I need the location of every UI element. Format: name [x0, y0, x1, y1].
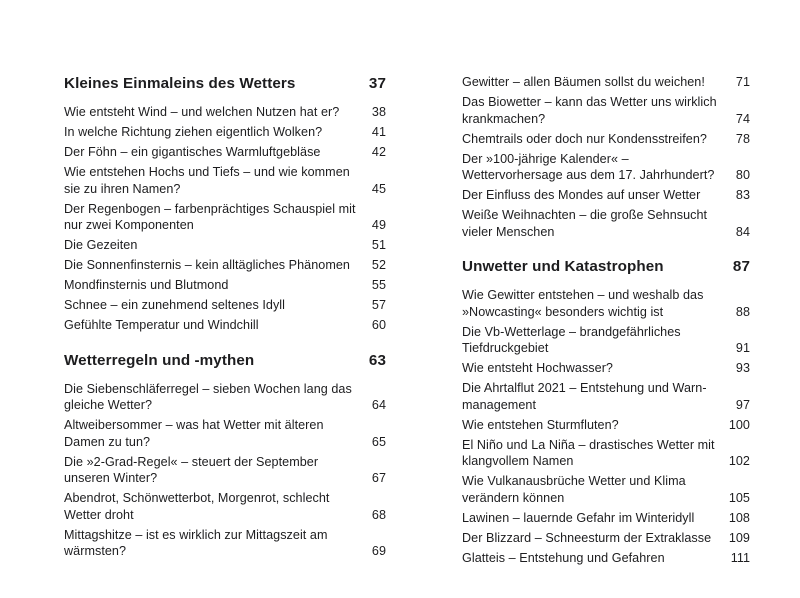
toc-entry-title: Die »2-Grad-Regel« – steuert der September unseren Winter? [64, 454, 319, 485]
toc-entry-page-number: 111 [730, 550, 750, 565]
toc-entry [64, 237, 386, 254]
toc-entry-title: Die Vb-Wetterlage – brandgefährliches Tiefdruckgebiet [462, 324, 681, 355]
section-heading [462, 257, 750, 276]
toc-entry [462, 437, 750, 470]
toc-entry-page-number: 83 [735, 188, 750, 202]
toc-entry-page-number: 51 [371, 238, 386, 252]
toc-entry-title: Das Biowetter – kann das Wetter uns wirklich krankmachen? [462, 95, 717, 126]
toc-section [462, 257, 750, 566]
toc-entry [64, 201, 386, 234]
toc-section [64, 351, 386, 560]
toc-entry-title: In welche Richtung ziehen eigentlich Wolken? [64, 125, 323, 139]
toc-entry-title: Der Einfluss des Mondes auf unser Wetter [462, 188, 701, 202]
toc-entry-title: Der Regenbogen – farbenprächtiges Schauspiel mit nur zwei Komponenten [64, 201, 356, 232]
toc-entry [462, 473, 750, 506]
toc-entry [64, 297, 386, 314]
toc-entry-page-number: 102 [728, 454, 750, 468]
toc-entry-title: Der Föhn – ein gigantisches Warmluftgebläse [64, 145, 321, 159]
toc-entry-page-number: 78 [735, 131, 750, 146]
toc-entry-title: Wie entstehen Hochs und Tiefs – und wie kommen sie zu ihren Namen? [64, 165, 350, 196]
toc-entry [462, 151, 750, 184]
toc-entry-page-number: 91 [735, 341, 750, 355]
toc-entry-title: Lawinen – lauernde Gefahr im Winteridyll [462, 510, 695, 525]
toc-entry [462, 380, 750, 413]
toc-entry-page-number: 69 [371, 544, 386, 558]
toc-entry [462, 550, 750, 567]
toc-entry [462, 510, 750, 527]
toc-entry [64, 490, 386, 523]
toc-entry-title: Wie entstehen Sturmfluten? [462, 417, 619, 432]
section-heading-page-number: 63 [368, 351, 386, 369]
toc-entry-title: Altweibersommer – was hat Wetter mit älteren Damen zu tun? [64, 418, 324, 449]
toc-entry-title: Chemtrails oder doch nur Kondensstreifen? [462, 131, 707, 146]
toc-entry-page-number: 71 [735, 75, 750, 89]
toc-entry-page-number: 68 [371, 507, 386, 522]
toc-entry [64, 257, 386, 274]
toc-entry [462, 324, 750, 357]
toc-entry [64, 317, 386, 334]
toc-entry [64, 527, 386, 560]
toc-entry-title: Wie entsteht Wind – und welchen Nutzen hat er? [64, 105, 340, 119]
section-heading [64, 351, 386, 370]
toc-entry-title: Abendrot, Schönwetterbot, Morgenrot, schlecht Wetter droht [64, 491, 330, 522]
toc-entry-page-number: 100 [728, 417, 750, 432]
toc-entry [64, 381, 386, 414]
toc-entry [64, 124, 386, 141]
section-heading-title: Wetterregeln und -mythen [64, 351, 255, 369]
toc-entry-page-number: 67 [371, 471, 386, 485]
toc-entry [64, 144, 386, 161]
toc-entry-page-number: 88 [735, 304, 750, 319]
toc-column-right [462, 74, 750, 598]
toc-entry-page-number: 55 [371, 278, 386, 292]
toc-entry-page-number: 60 [371, 318, 386, 332]
toc-entry-title: Mondfinsternis und Blutmond [64, 278, 229, 292]
section-heading-page-number: 87 [732, 258, 750, 275]
section-heading-title: Unwetter und Katastrophen [462, 258, 664, 275]
toc-section [64, 74, 386, 334]
toc-entry [64, 104, 386, 121]
toc-entry-page-number: 80 [735, 168, 750, 182]
toc-entry-page-number: 57 [371, 298, 386, 312]
toc-entry-title: Weiße Weihnachten – die große Sehnsucht vieler Menschen [462, 208, 708, 239]
toc-entry-title: Wie Gewitter entstehen – und weshalb das »Nowcasting« besonders wichtig ist [462, 288, 704, 319]
toc-entry [462, 417, 750, 434]
toc-entry-title: Die Siebenschläferregel – sieben Wochen lang das gleiche Wetter? [64, 381, 352, 412]
section-heading-title: Kleines Einmaleins des Wetters [64, 75, 296, 92]
toc-entry [462, 287, 750, 320]
toc-entry-page-number: 52 [371, 258, 386, 272]
toc-entry-page-number: 38 [371, 105, 386, 119]
toc-entry-title: Wie Vulkanausbrüche Wetter und Klima verändern können [462, 474, 686, 505]
toc-entry [64, 164, 386, 197]
toc-entry [64, 454, 386, 487]
toc-entry [462, 207, 750, 240]
toc-entry-page-number: 97 [735, 397, 750, 412]
toc-entry-title: Wie entsteht Hochwasser? [462, 361, 613, 375]
toc-entry-page-number: 42 [371, 145, 386, 159]
toc-entry-page-number: 49 [371, 218, 386, 232]
toc-entry-page-number: 105 [728, 490, 750, 505]
toc-column-left [64, 74, 386, 598]
toc-entry [462, 187, 750, 204]
toc-entry-page-number: 65 [371, 434, 386, 449]
toc-entry [462, 360, 750, 377]
section-heading-page-number: 37 [368, 75, 386, 92]
toc-entry-page-number: 109 [728, 530, 750, 545]
toc-section [462, 74, 750, 240]
toc-entry-page-number: 74 [735, 111, 750, 126]
toc-entry-title: Gewitter – allen Bäumen sollst du weichen! [462, 75, 705, 89]
toc-entry [462, 74, 750, 91]
toc-entry-title: Die Sonnenfinsternis – kein alltägliches Phänomen [64, 258, 350, 272]
toc-entry-page-number: 45 [371, 181, 386, 196]
toc-entry [462, 131, 750, 148]
toc-entry-title: El Niño und La Niña – drastisches Wetter mit klangvollem Namen [462, 437, 715, 468]
toc-entry-page-number: 64 [371, 398, 386, 412]
toc-entry [462, 530, 750, 547]
toc-entry [462, 94, 750, 127]
toc-entry-title: Mittagshitze – ist es wirklich zur Mittagszeit am wärmsten? [64, 527, 328, 558]
toc-entry-title: Schnee – ein zunehmend seltenes Idyll [64, 298, 285, 312]
toc-entry-title: Die Gezeiten [64, 238, 138, 252]
toc-entry [64, 277, 386, 294]
toc-entry-title: Glatteis – Entstehung und Gefahren [462, 550, 665, 565]
toc-entry-page-number: 93 [735, 361, 750, 375]
toc-entry-title: Gefühlte Temperatur und Windchill [64, 318, 259, 332]
toc-entry-title: Die Ahrtalflut 2021 – Entstehung und Warnmanagement [462, 381, 707, 412]
toc-entry-page-number: 41 [371, 125, 386, 139]
toc-entry [64, 417, 386, 450]
toc-entry-page-number: 108 [728, 510, 750, 525]
toc-entry-page-number: 84 [735, 224, 750, 239]
toc-entry-title: Der »100-jährige Kalender« – Wettervorhersage aus dem 17. Jahrhundert? [462, 151, 715, 182]
toc-entry-title: Der Blizzard – Schneesturm der Extraklasse [462, 530, 712, 545]
section-heading [64, 74, 386, 93]
